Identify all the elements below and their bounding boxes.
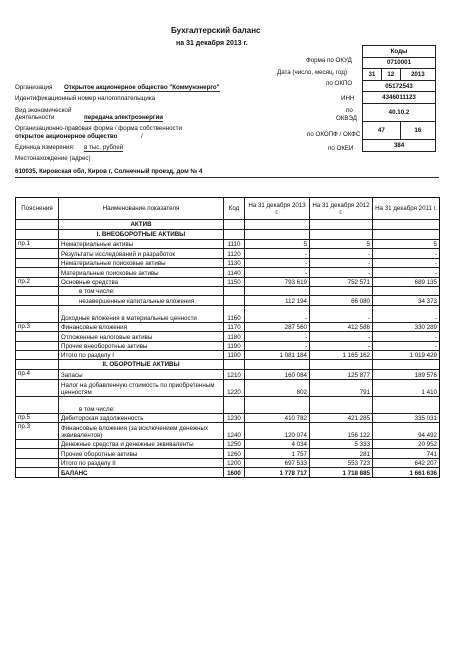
row-expl [16,286,59,295]
row-name: Денежные средства и денежные эквиваленты [59,440,224,449]
row-code: 1200 [224,458,245,467]
activity-label-2: деятельности [15,114,55,121]
row-name: Финансовые вложения [59,322,224,331]
inn-code: 4346011123 [363,92,436,104]
section1-heading: I. ВНЕОБОРОТНЫЕ АКТИВЫ [59,230,224,240]
table-row [16,379,440,396]
balance-table [15,197,440,478]
row-value-2011: - [373,341,440,350]
header-2011: На 31 декабря 2011 г. [373,198,440,220]
row-value-2011: 1 019 429 [373,350,440,359]
table-row [16,332,440,341]
legal-slash: / [141,133,143,140]
okei-code: 384 [363,139,436,151]
row-value-2012: - [310,332,373,341]
row-value-2013: 112 194 [245,296,310,305]
row-expl [16,440,59,449]
row-value-2012: 553 723 [310,458,373,467]
okei-label: по ОКЕИ [328,145,354,152]
row-value-2012: 421 285 [310,413,373,422]
row-value-2011: - [373,268,440,277]
codes-header: Коды [363,46,436,58]
unit-value: в тыс. рублей [84,144,124,151]
row-value-2013: 120 074 [245,423,310,440]
active-expl-cell [16,220,59,230]
table-row [16,440,440,449]
table-row [16,277,440,286]
row-name: Прочие оборотные активы [59,449,224,458]
activity-value: передача электроэнергии [84,114,164,121]
row-code: 1240 [224,423,245,440]
okved-label-2: ОКВЭД [336,115,357,122]
row-name: Финансовые вложения (за исключением денежных эквивалентов) [59,423,224,440]
active-heading: АКТИВ [59,220,224,230]
row-name: Основные средства [59,277,224,286]
row-value-2011: 330 289 [373,322,440,331]
section2-heading: II. ОБОРОТНЫЕ АКТИВЫ [59,360,224,370]
row-code [224,296,245,305]
okfs-code: 16 [400,121,435,139]
row-value-2011: 741 [373,449,440,458]
row-value-2013: - [245,332,310,341]
date-day: 31 [363,69,382,81]
row-value-2011: 189 576 [373,370,440,379]
header-name: Наименование показателя [59,198,224,220]
row-code: 1150 [224,277,245,286]
doc-date: на 31 декабря 2013 г. [176,40,248,47]
row-name: Нематериальные активы [59,240,224,249]
section2-row [16,360,440,370]
row-value-2013: - [245,305,310,322]
row-value-2012: - [310,305,373,322]
row-code [224,396,245,413]
row-name: Материальные поисковые активы [59,268,224,277]
row-value-2011: 1 410 [373,379,440,396]
row-value-2012 [310,396,373,413]
table-row [16,458,440,467]
row-value-2012: 752 571 [310,277,373,286]
row-value-2013: - [245,249,310,258]
row-expl: пр.5 [16,413,59,422]
row-expl [16,350,59,359]
row-name: Дебиторская задолженность [59,413,224,422]
row-expl [16,332,59,341]
address-label: Местонахождение (адрес) [15,155,91,162]
row-expl [16,468,59,477]
row-expl [16,268,59,277]
row-name: в том числе: [59,286,224,295]
row-value-2012: 125 877 [310,370,373,379]
row-value-2013: 793 619 [245,277,310,286]
row-expl [16,396,59,413]
row-code [224,286,245,295]
row-name: БАЛАНС [59,468,224,477]
row-code: 1140 [224,268,245,277]
legal-value: открытое акционерное общество [15,133,118,140]
inn-row-label: Идентификационный номер налогоплательщика [15,95,156,102]
row-value-2012: 5 [310,240,373,249]
unit-label: Единица измерения: [15,144,75,151]
row-name: незавершенные капитальные вложения [59,296,224,305]
codes-box [362,45,436,152]
row-name: Результаты исследований и разработок [59,249,224,258]
row-value-2011: 20 952 [373,440,440,449]
row-value-2012 [310,286,373,295]
table-row [16,268,440,277]
row-code: 1230 [224,413,245,422]
row-value-2013: 160 084 [245,370,310,379]
table-row [16,322,440,331]
row-value-2013: 1 778 717 [245,468,310,477]
row-value-2012: 156 122 [310,423,373,440]
row-expl [16,249,59,258]
row-code: 1600 [224,468,245,477]
row-value-2011: - [373,249,440,258]
row-value-2012: - [310,249,373,258]
date-month: 12 [381,69,400,81]
row-value-2011 [373,396,440,413]
header-2013: На 31 декабря 2013 г. [245,198,310,220]
row-name: Прочие внеоборотные активы [59,341,224,350]
header-expl: Пояснения [16,198,59,220]
row-value-2011: 335 031 [373,413,440,422]
row-value-2011: - [373,305,440,322]
table-row [16,423,440,440]
table-row [16,449,440,458]
row-value-2011: 689 135 [373,277,440,286]
row-value-2012: 281 [310,449,373,458]
row-expl [16,458,59,467]
row-value-2013: 802 [245,379,310,396]
okpo-label: по ОКПО [326,80,353,87]
table-row [16,350,440,359]
row-expl [16,258,59,267]
header-2012: На 31 декабря 2012 г. [310,198,373,220]
table-row [16,305,440,322]
table-row [16,396,440,413]
row-value-2012: - [310,268,373,277]
table-row [16,413,440,422]
row-value-2011: 642 207 [373,458,440,467]
table-row [16,296,440,305]
row-value-2011: 34 373 [373,296,440,305]
row-name: Итого по разделу II [59,458,224,467]
table-row [16,249,440,258]
row-value-2013: - [245,268,310,277]
address-value: 610035, Кировская обл, Киров г, Солнечный проезд, дом № 4 [15,168,203,175]
activity-label-1: Вид экономической [15,107,72,114]
table-row [16,240,440,249]
row-value-2013: 287 560 [245,322,310,331]
okopf-label: по ОКОПФ / ОКФС [307,131,361,138]
address-underline [15,177,439,178]
row-name: Налог на добавленную стоимость по приобретенным ценностям [59,379,224,396]
row-value-2012: 1 165 162 [310,350,373,359]
row-value-2013: 1 081 184 [245,350,310,359]
row-code: 1220 [224,379,245,396]
row-expl [16,449,59,458]
table-row [16,258,440,267]
row-value-2011: 1 661 636 [373,468,440,477]
row-name: Запасы [59,370,224,379]
table-row [16,286,440,295]
row-expl: пр.2 [16,277,59,286]
row-name: Отложенные налоговые активы [59,332,224,341]
date-label: Дата (число, месяц, год) [277,69,348,76]
row-value-2011: 94 492 [373,423,440,440]
row-value-2013 [245,396,310,413]
table-row [16,370,440,379]
row-value-2013: 1 757 [245,449,310,458]
row-value-2011: 5 [373,240,440,249]
inn-label: ИНН [341,95,355,102]
row-value-2012: 791 [310,379,373,396]
row-expl: пр.4 [16,370,59,379]
row-code: 1190 [224,341,245,350]
doc-title: Бухгалтерский баланс [171,26,261,35]
row-value-2013: - [245,341,310,350]
row-value-2012: - [310,258,373,267]
row-value-2013 [245,286,310,295]
row-code: 1210 [224,370,245,379]
legal-label: Организационно-правовая форма / форма собственности [15,125,182,132]
row-value-2013: 410 782 [245,413,310,422]
okud-label: Форма по ОКУД [306,57,352,64]
row-code: 1110 [224,240,245,249]
row-value-2012: - [310,341,373,350]
row-value-2011: - [373,332,440,341]
row-code: 1180 [224,332,245,341]
okud-code: 0710001 [363,57,436,69]
row-expl: пр.3 [16,322,59,331]
row-code: 1100 [224,350,245,359]
row-name: Нематериальные поисковые активы [59,258,224,267]
row-value-2012: 412 586 [310,322,373,331]
row-value-2013: 697 533 [245,458,310,467]
okopf-code: 47 [363,121,401,139]
row-code: 1160 [224,305,245,322]
row-value-2012: 1 718 885 [310,468,373,477]
row-value-2012: 5 333 [310,440,373,449]
row-name: в том числе: [59,396,224,413]
okved-code: 40.10.2 [363,103,436,121]
okpo-code: 05172543 [363,80,436,92]
table-row [16,468,440,477]
row-name: Доходные вложения в материальные ценности [59,305,224,322]
row-expl: пр.3 [16,423,59,440]
row-expl [16,379,59,396]
row-expl [16,296,59,305]
row-value-2013: 4 034 [245,440,310,449]
header-code: Код [224,198,245,220]
row-expl [16,341,59,350]
row-value-2012: 66 080 [310,296,373,305]
row-name: Итого по разделу I [59,350,224,359]
row-expl [16,305,59,322]
org-label: Организация [15,84,53,91]
row-value-2011: - [373,258,440,267]
org-name: Открытое акционерное общество "Коммунэнерго" [64,84,220,91]
row-value-2013: - [245,258,310,267]
table-row [16,341,440,350]
row-code: 1130 [224,258,245,267]
okved-label-1: по [346,107,353,114]
row-expl: пр.1 [16,240,59,249]
row-value-2011 [373,286,440,295]
row-code: 1250 [224,440,245,449]
date-year: 2013 [400,69,435,81]
row-code: 1170 [224,322,245,331]
row-value-2013: 5 [245,240,310,249]
row-code: 1260 [224,449,245,458]
row-code: 1120 [224,249,245,258]
